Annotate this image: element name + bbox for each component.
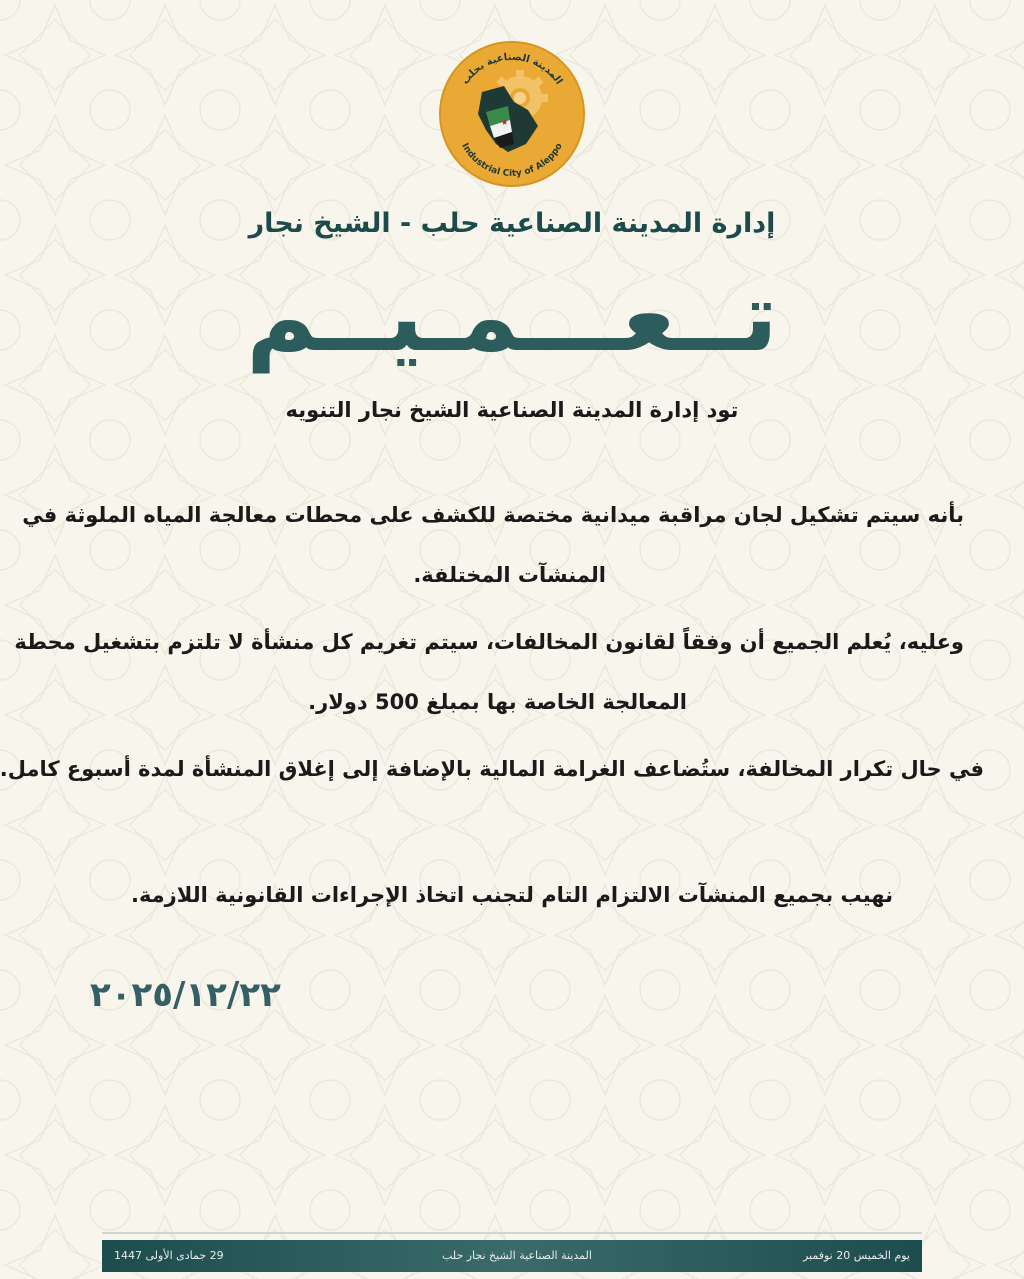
industrial-city-logo [438,40,586,188]
footer-bar [102,1240,922,1272]
logo-arc-text-ar: المدينة الصناعية بحلب [459,51,565,87]
footer-gregorian-date: يوم الخميس 20 نوفمبر [802,1249,910,1262]
logo-arc-text-en: Industrial City of Aleppo [459,141,565,180]
body-line-3: وعليه، يُعلم الجميع أن وفقاً لقانون المخالفات، سيتم تغريم كل منشأة لا تلتزم بتشغيل محطة [14,630,964,654]
footer-org-name: المدينة الصناعية الشيخ نجار حلب [442,1249,592,1262]
closing-text: نهيب بجميع المنشآت الالتزام التام لتجنب اتخاذ الإجراءات القانونية اللازمة. [130,883,894,907]
body-line-2: المنشآت المختلفة. [413,563,606,587]
intro-text: تود إدارة المدينة الصناعية الشيخ نجار التنويه [285,398,739,422]
footer-hijri-date: 29 جمادى الأولى 1447 [114,1249,224,1262]
org-title: إدارة المدينة الصناعية حلب - الشيخ نجار [248,208,776,239]
body-line-1: بأنه سيتم تشكيل لجان مراقبة ميدانية مختصة للكشف على محطات معالجة المياه الملوثة في [22,503,964,527]
memo-date: ٢٠٢٥/١٢/٢٢ [90,975,281,1015]
body-line-4: المعالجة الخاصة بها بمبلغ 500 دولار. [308,690,687,714]
footer-divider [102,1232,922,1234]
body-line-5: في حال تكرار المخالفة، ستُضاعف الغرامة المالية بالإضافة إلى إغلاق المنشأة لمدة أسبوع كامل. [0,757,984,781]
memo-title: تــعـــمـيــم [246,261,778,373]
svg-text:★: ★ [501,118,509,127]
